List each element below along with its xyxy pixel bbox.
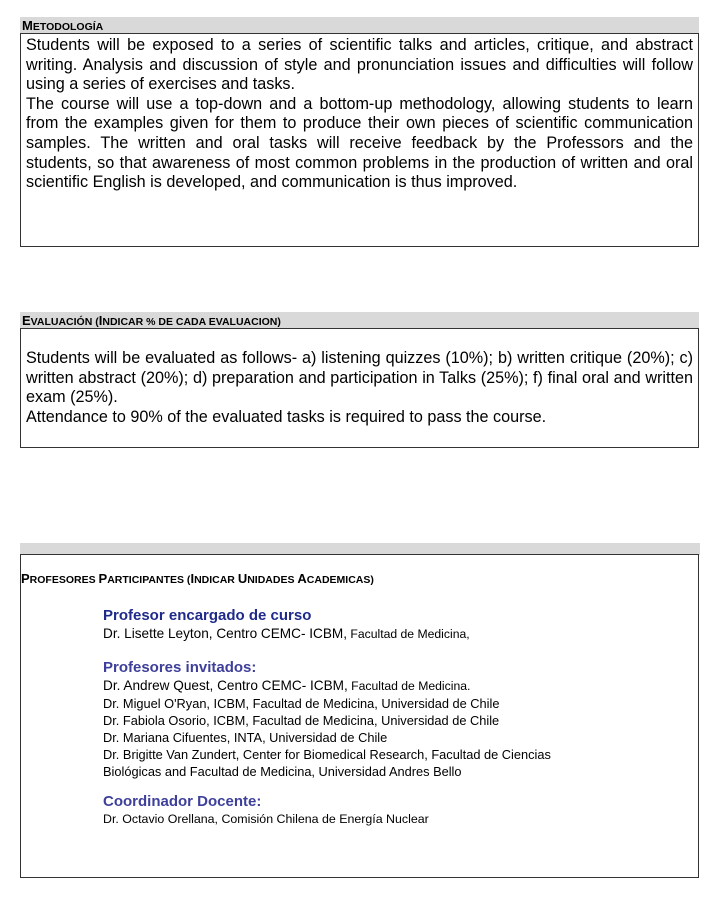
header-initial: E xyxy=(22,313,31,328)
encargado-faculty: Facultad de Medicina, xyxy=(347,627,470,641)
metodologia-header xyxy=(22,18,103,33)
header-part: NDICAR % DE CADA EVALUACION) xyxy=(102,316,281,328)
header-part: NIDADES xyxy=(247,574,298,586)
invitado-line: Dr. Mariana Cifuentes, INTA, Universidad de Chile xyxy=(103,730,388,745)
metodologia-box xyxy=(20,33,699,247)
evaluacion-paragraph-1: Students will be evaluated as follows- a) listening quizzes (10%); b) written critique (20%); c) written abstract (20%); d) preparation and participation in Talks (25%); f) final oral and written exam (25%). xyxy=(26,349,693,407)
encargado-section xyxy=(103,607,470,643)
invitado-name: Dr. Andrew Quest, Centro CEMC- ICBM, xyxy=(103,678,348,693)
invitados-section xyxy=(103,659,551,780)
metodologia-header-bar xyxy=(20,17,699,34)
header-initial: U xyxy=(237,571,248,586)
invitado-line: Dr. Fabiola Osorio, ICBM, Facultad de Medicina, Universidad de Chile xyxy=(103,713,500,728)
header-initial: P xyxy=(21,571,30,586)
encargado-title: Profesor encargado de curso xyxy=(103,607,312,624)
header-initial: P xyxy=(98,571,108,586)
encargado-line xyxy=(103,625,470,643)
invitado-line: Dr. Brigitte Van Zundert, Center for Biomedical Research, Facultad de Ciencias xyxy=(103,747,551,762)
header-part: ROFESORES xyxy=(29,574,99,586)
encargado-name: Dr. Lisette Leyton, Centro CEMC- ICBM, xyxy=(103,626,348,641)
evaluacion-paragraph-2: Attendance to 90% of the evaluated tasks is required to pass the course. xyxy=(26,407,547,426)
header-part: NDICAR xyxy=(194,574,238,586)
metodologia-paragraph-1: Students will be exposed to a series of scientific talks and articles, critique, and abstract writing. Analysis and discussion of style and pronunciation issues and difficulties will follow using a series of exercises and tasks. xyxy=(26,36,693,94)
metodologia-paragraph-2: The course will use a top-down and a bottom-up methodology, allowing students to learn from the examples given for them to produce their own pieces of scientific communication samples. The written and oral tasks will receive feedback by the Professors and the students, so that awareness of most common problems in the production of written and oral scientific English is developed, and communication is thus improved. xyxy=(26,94,693,192)
header-part: ARTICIPANTES ( xyxy=(107,574,191,586)
header-initial: A xyxy=(297,571,307,586)
coordinador-title: Coordinador Docente: xyxy=(103,793,262,810)
header-initial: I xyxy=(98,313,103,328)
coordinador-line: Dr. Octavio Orellana, Comisión Chilena de Energía Nuclear xyxy=(103,812,429,826)
header-part: VALUACIÓN ( xyxy=(30,316,99,328)
header-rest: ETODOLOGÍA xyxy=(32,21,104,33)
evaluacion-box xyxy=(20,328,699,448)
header-part: CADEMICAS) xyxy=(306,574,374,586)
coordinador-section xyxy=(103,793,429,827)
profesores-header xyxy=(21,571,374,586)
invitado-faculty: Facultad de Medicina. xyxy=(347,679,471,693)
invitados-title: Profesores invitados: xyxy=(103,659,257,676)
invitado-line xyxy=(103,677,551,695)
invitado-line: Biológicas and Facultad de Medicina, Universidad Andres Bello xyxy=(103,764,462,779)
evaluacion-header xyxy=(22,313,281,328)
header-initial: I xyxy=(190,571,195,586)
header-initial: M xyxy=(22,18,33,33)
invitado-line: Dr. Miguel O'Ryan, ICBM, Facultad de Medicina, Universidad de Chile xyxy=(103,696,500,711)
